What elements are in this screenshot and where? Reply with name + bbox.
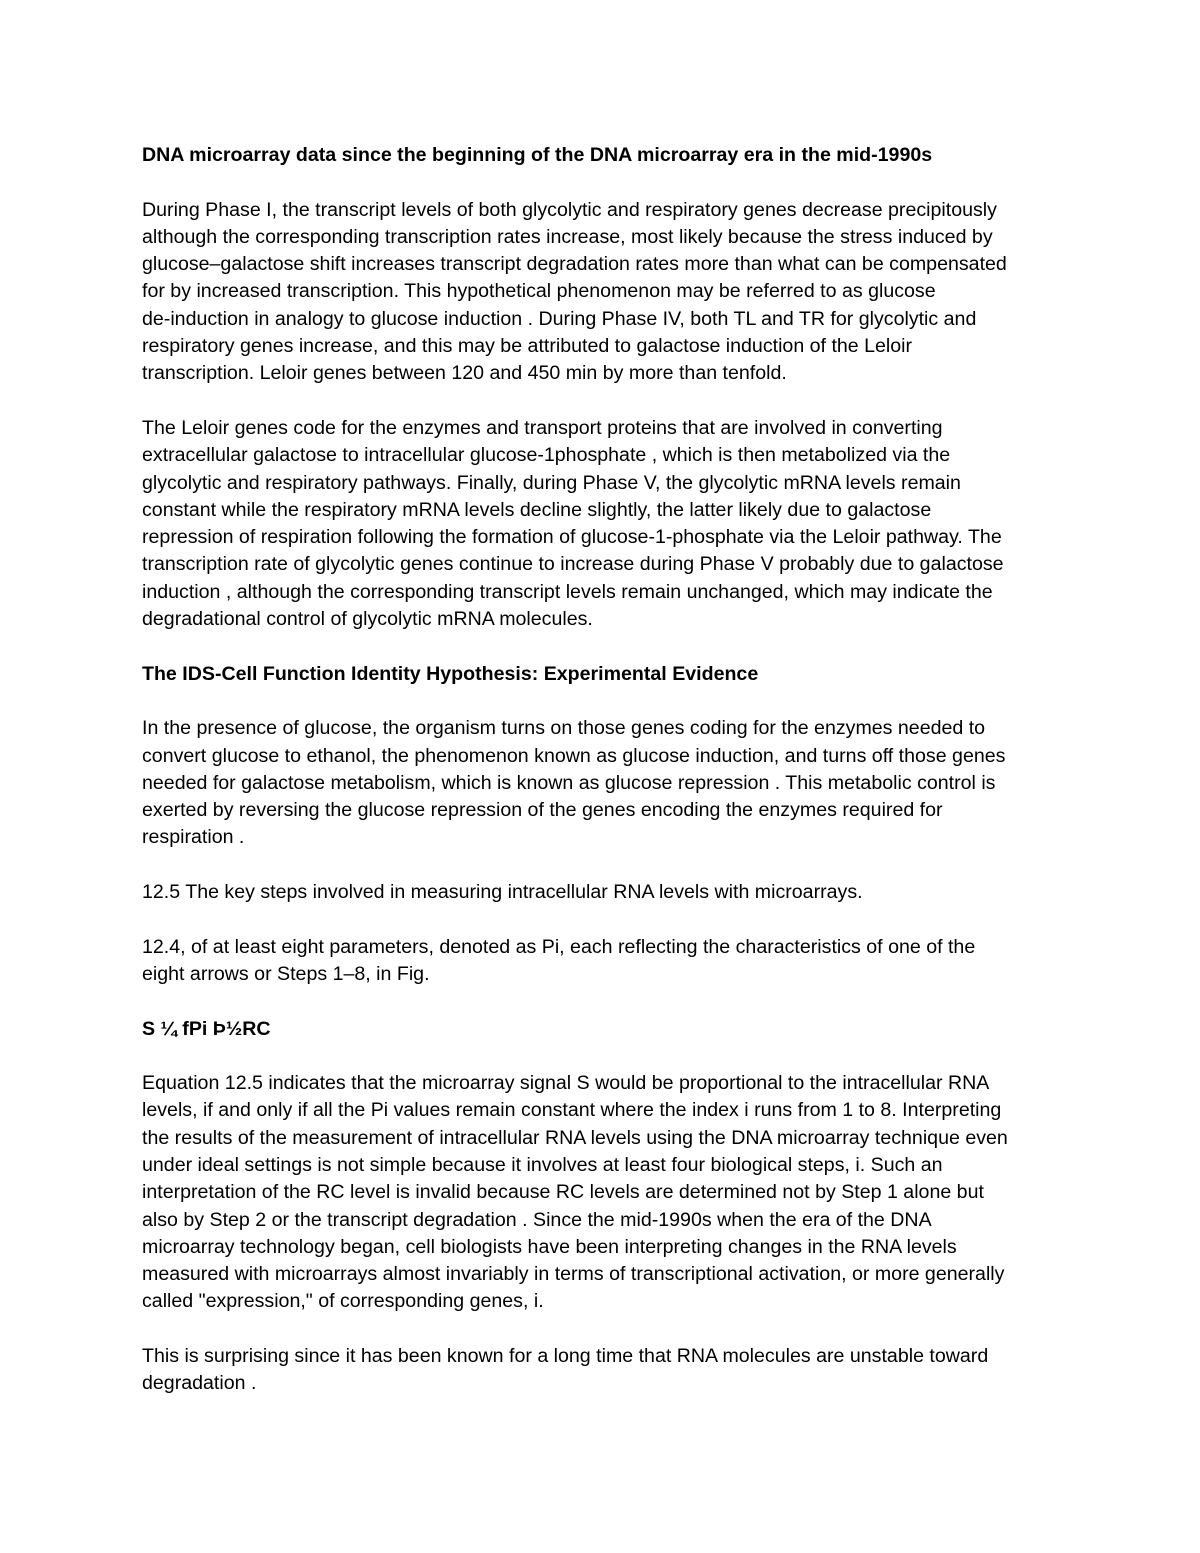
text-line: called "expression," of corresponding genes, i. — [142, 1290, 544, 1313]
document-body — [142, 142, 1062, 1425]
text-line: glucose–galactose shift increases transcript degradation rates more than what can be compensated — [142, 253, 1007, 276]
equation-heading — [142, 1016, 1062, 1043]
section-heading — [142, 661, 1062, 688]
text-line: eight arrows or Steps 1–8, in Fig. — [142, 962, 430, 985]
text-line: constant while the respiratory mRNA levels decline slightly, the latter likely due to galactose — [142, 498, 932, 521]
paragraph — [142, 415, 1062, 633]
text-line: This is surprising since it has been known for a long time that RNA molecules are unstable toward — [142, 1345, 989, 1368]
text-line: de-induction in analogy to glucose induction . During Phase IV, both TL and TR for glycolytic and — [142, 307, 977, 330]
text-line: degradational control of glycolytic mRNA molecules. — [142, 608, 593, 631]
section-heading — [142, 142, 1062, 169]
text-line: under ideal settings is not simple because it involves at least four biological steps, i. Such an — [142, 1153, 943, 1176]
text-line: the results of the measurement of intracellular RNA levels using the DNA microarray technique even — [142, 1126, 1008, 1149]
text-line: repression of respiration following the formation of glucose-1-phosphate via the Leloir pathway. The — [142, 526, 1002, 549]
paragraph — [142, 1070, 1062, 1316]
text-line: measured with microarrays almost invariably in terms of transcriptional activation, or more generally — [142, 1263, 1005, 1286]
text-line: 12.4, of at least eight parameters, denoted as Pi, each reflecting the characteristics of one of the — [142, 935, 976, 958]
text-line: exerted by reversing the glucose repression of the genes encoding the enzymes required for — [142, 799, 943, 822]
text-line: respiration . — [142, 826, 245, 849]
text-line: respiratory genes increase, and this may be attributed to galactose induction of the Leloir — [142, 335, 913, 358]
text-line: for by increased transcription. This hypothetical phenomenon may be referred to as glucose — [142, 280, 936, 303]
paragraph — [142, 197, 1062, 388]
paragraph — [142, 1343, 1062, 1398]
text-line: glycolytic and respiratory pathways. Finally, during Phase V, the glycolytic mRNA levels remain — [142, 471, 961, 494]
text-line: The IDS-Cell Function Identity Hypothesis: Experimental Evidence — [142, 662, 759, 685]
text-line: In the presence of glucose, the organism turns on those genes coding for the enzymes needed to — [142, 717, 986, 740]
text-line: DNA microarray data since the beginning of the DNA microarray era in the mid-1990s — [142, 144, 933, 166]
paragraph — [142, 934, 1062, 989]
text-line: microarray technology began, cell biologists have been interpreting changes in the RNA levels — [142, 1235, 957, 1258]
text-line: degradation . — [142, 1372, 257, 1395]
text-line: During Phase I, the transcript levels of both glycolytic and respiratory genes decrease precipitously — [142, 198, 997, 221]
text-line: Equation 12.5 indicates that the microarray signal S would be proportional to the intracellular RNA — [142, 1072, 990, 1095]
text-line: transcription. Leloir genes between 120 and 450 min by more than tenfold. — [142, 362, 787, 385]
text-line: convert glucose to ethanol, the phenomenon known as glucose induction, and turns off those genes — [142, 744, 1006, 767]
text-line: levels, if and only if all the Pi values remain constant where the index i runs from 1 to 8. Interpreting — [142, 1099, 1002, 1122]
text-line: needed for galactose metabolism, which is known as glucose repression . This metabolic control is — [142, 771, 996, 794]
paragraph — [142, 879, 1062, 906]
text-line: also by Step 2 or the transcript degradation . Since the mid-1990s when the era of the DNA — [142, 1208, 932, 1231]
text-line: although the corresponding transcription rates increase, most likely because the stress induced by — [142, 225, 993, 248]
text-line: S ¼ fPi Þ½RC — [142, 1017, 271, 1040]
text-line: extracellular galactose to intracellular glucose-1phosphate , which is then metabolized via the — [142, 444, 951, 467]
text-line: induction , although the corresponding transcript levels remain unchanged, which may indicate the — [142, 580, 993, 603]
text-line: The Leloir genes code for the enzymes and transport proteins that are involved in converting — [142, 416, 943, 439]
paragraph — [142, 715, 1062, 851]
text-line: interpretation of the RC level is invalid because RC levels are determined not by Step 1 alone but — [142, 1181, 984, 1204]
text-line: transcription rate of glycolytic genes continue to increase during Phase V probably due to galactose — [142, 553, 1004, 576]
text-line: 12.5 The key steps involved in measuring intracellular RNA levels with microarrays. — [142, 881, 863, 904]
